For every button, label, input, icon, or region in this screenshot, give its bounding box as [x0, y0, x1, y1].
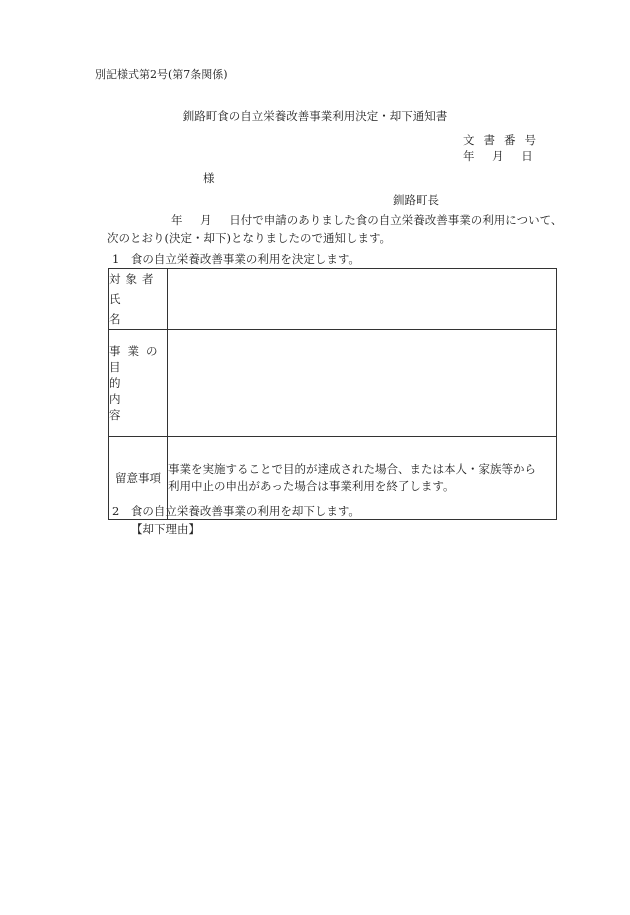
purpose-label-line3: 内容	[109, 392, 147, 422]
document-number-label: 文書番号	[463, 133, 545, 147]
body-text-line-1: 年 月 日付で申請のありました食の自立栄養改善事業の利用について、	[171, 213, 563, 227]
item-1-approval: 1 食の自立栄養改善事業の利用を決定します。	[112, 252, 360, 266]
subject-name-field	[168, 269, 557, 330]
rejection-reason-label: 【却下理由】	[131, 522, 200, 536]
purpose-label	[109, 330, 168, 437]
purpose-label-line1: 事業の	[109, 344, 165, 358]
notes-line-1: 事業を実施することで目的が達成された場合、または本人・家族等から	[168, 462, 536, 476]
subject-name-label-line2: 氏名	[109, 292, 143, 326]
document-title: 釧路町食の自立栄養改善事業利用決定・却下通知書	[182, 109, 448, 123]
issuer-name: 釧路町長	[393, 193, 439, 207]
form-label: 別記様式第2号(第7条関係)	[95, 68, 228, 81]
notes-label: 留意事項	[109, 437, 168, 520]
body-text-line-2: 次のとおり(決定・却下)となりましたので通知します。	[107, 231, 392, 245]
document-date-label: 年 月 日	[463, 149, 533, 163]
purpose-row	[109, 330, 557, 437]
purpose-field	[168, 330, 557, 437]
subject-name-label-line1: 対象者	[109, 272, 159, 286]
subject-name-label	[109, 269, 168, 330]
notes-line-2: 利用中止の申出があった場合は事業利用を終了します。	[168, 479, 455, 493]
decision-table	[108, 268, 557, 520]
purpose-label-line2: 目的	[109, 360, 147, 390]
addressee-suffix: 様	[203, 171, 215, 185]
item-2-rejection: 2 食の自立栄養改善事業の利用を却下します。	[112, 504, 360, 518]
subject-name-row	[109, 269, 557, 330]
